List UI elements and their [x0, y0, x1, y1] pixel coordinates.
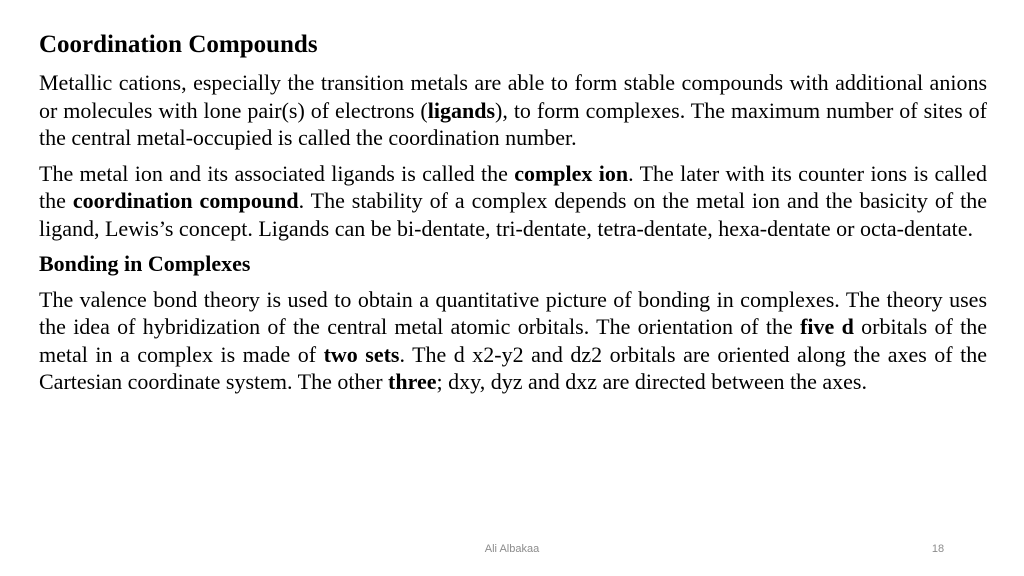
para1-bold-ligands: ligands — [427, 97, 496, 123]
para1-text-b: ), to form complexes. The maximum number of sites of the central metal-occupied is called the coordination number. — [39, 97, 988, 150]
para3-text-a: The valence bond theory is used to obtain a quantitative picture of bonding in complexes. The theory uses the idea of hybridization of the central metal atomic orbitals. The orientation of the — [39, 286, 987, 339]
para2-text-b: . The later with its counter ions is called the — [39, 160, 987, 213]
para3-text-b: orbitals of the metal in a complex is made of — [39, 314, 988, 367]
para3-bold-five-d: five d — [800, 314, 854, 339]
page-number: 18 — [931, 543, 945, 555]
para3-bold-three: three — [388, 369, 437, 394]
para3-text-d: ; dxy, dyz and dxz are directed between the axes. — [436, 369, 867, 394]
para3-bold-two-sets: two sets — [323, 341, 400, 367]
footer-author: Ali Albakaa — [484, 543, 540, 555]
paragraph-coordination-intro — [39, 69, 987, 152]
slide-title: Coordination Compounds — [39, 31, 318, 58]
para2-text-c: . The stability of a complex depends on the metal ion and the basicity of the ligand, Lewis’s concept. Ligands can be bi-dentate, tri-dentate, tetra-dentate, hexa-dentate or octa-dentate. — [39, 188, 987, 241]
slide-content — [39, 28, 987, 404]
paragraph-complex-ion — [39, 160, 987, 243]
paragraph-valence-bond — [39, 286, 987, 396]
para1-text-a: Metallic cations, especially the transition metals are able to form stable compounds with additional anions or molecules with lone pair(s) of electrons ( — [39, 70, 987, 123]
para3-text-c: . The d x2-y2 and dz2 orbitals are oriented along the axes of the Cartesian coordinate system. The other — [39, 341, 987, 394]
para2-bold-complex-ion: complex ion — [514, 160, 629, 186]
section-heading-bonding: Bonding in Complexes — [39, 251, 251, 276]
para2-bold-coordination-compound: coordination compound — [72, 188, 299, 213]
para2-text-a: The metal ion and its associated ligands is called the — [39, 160, 515, 186]
